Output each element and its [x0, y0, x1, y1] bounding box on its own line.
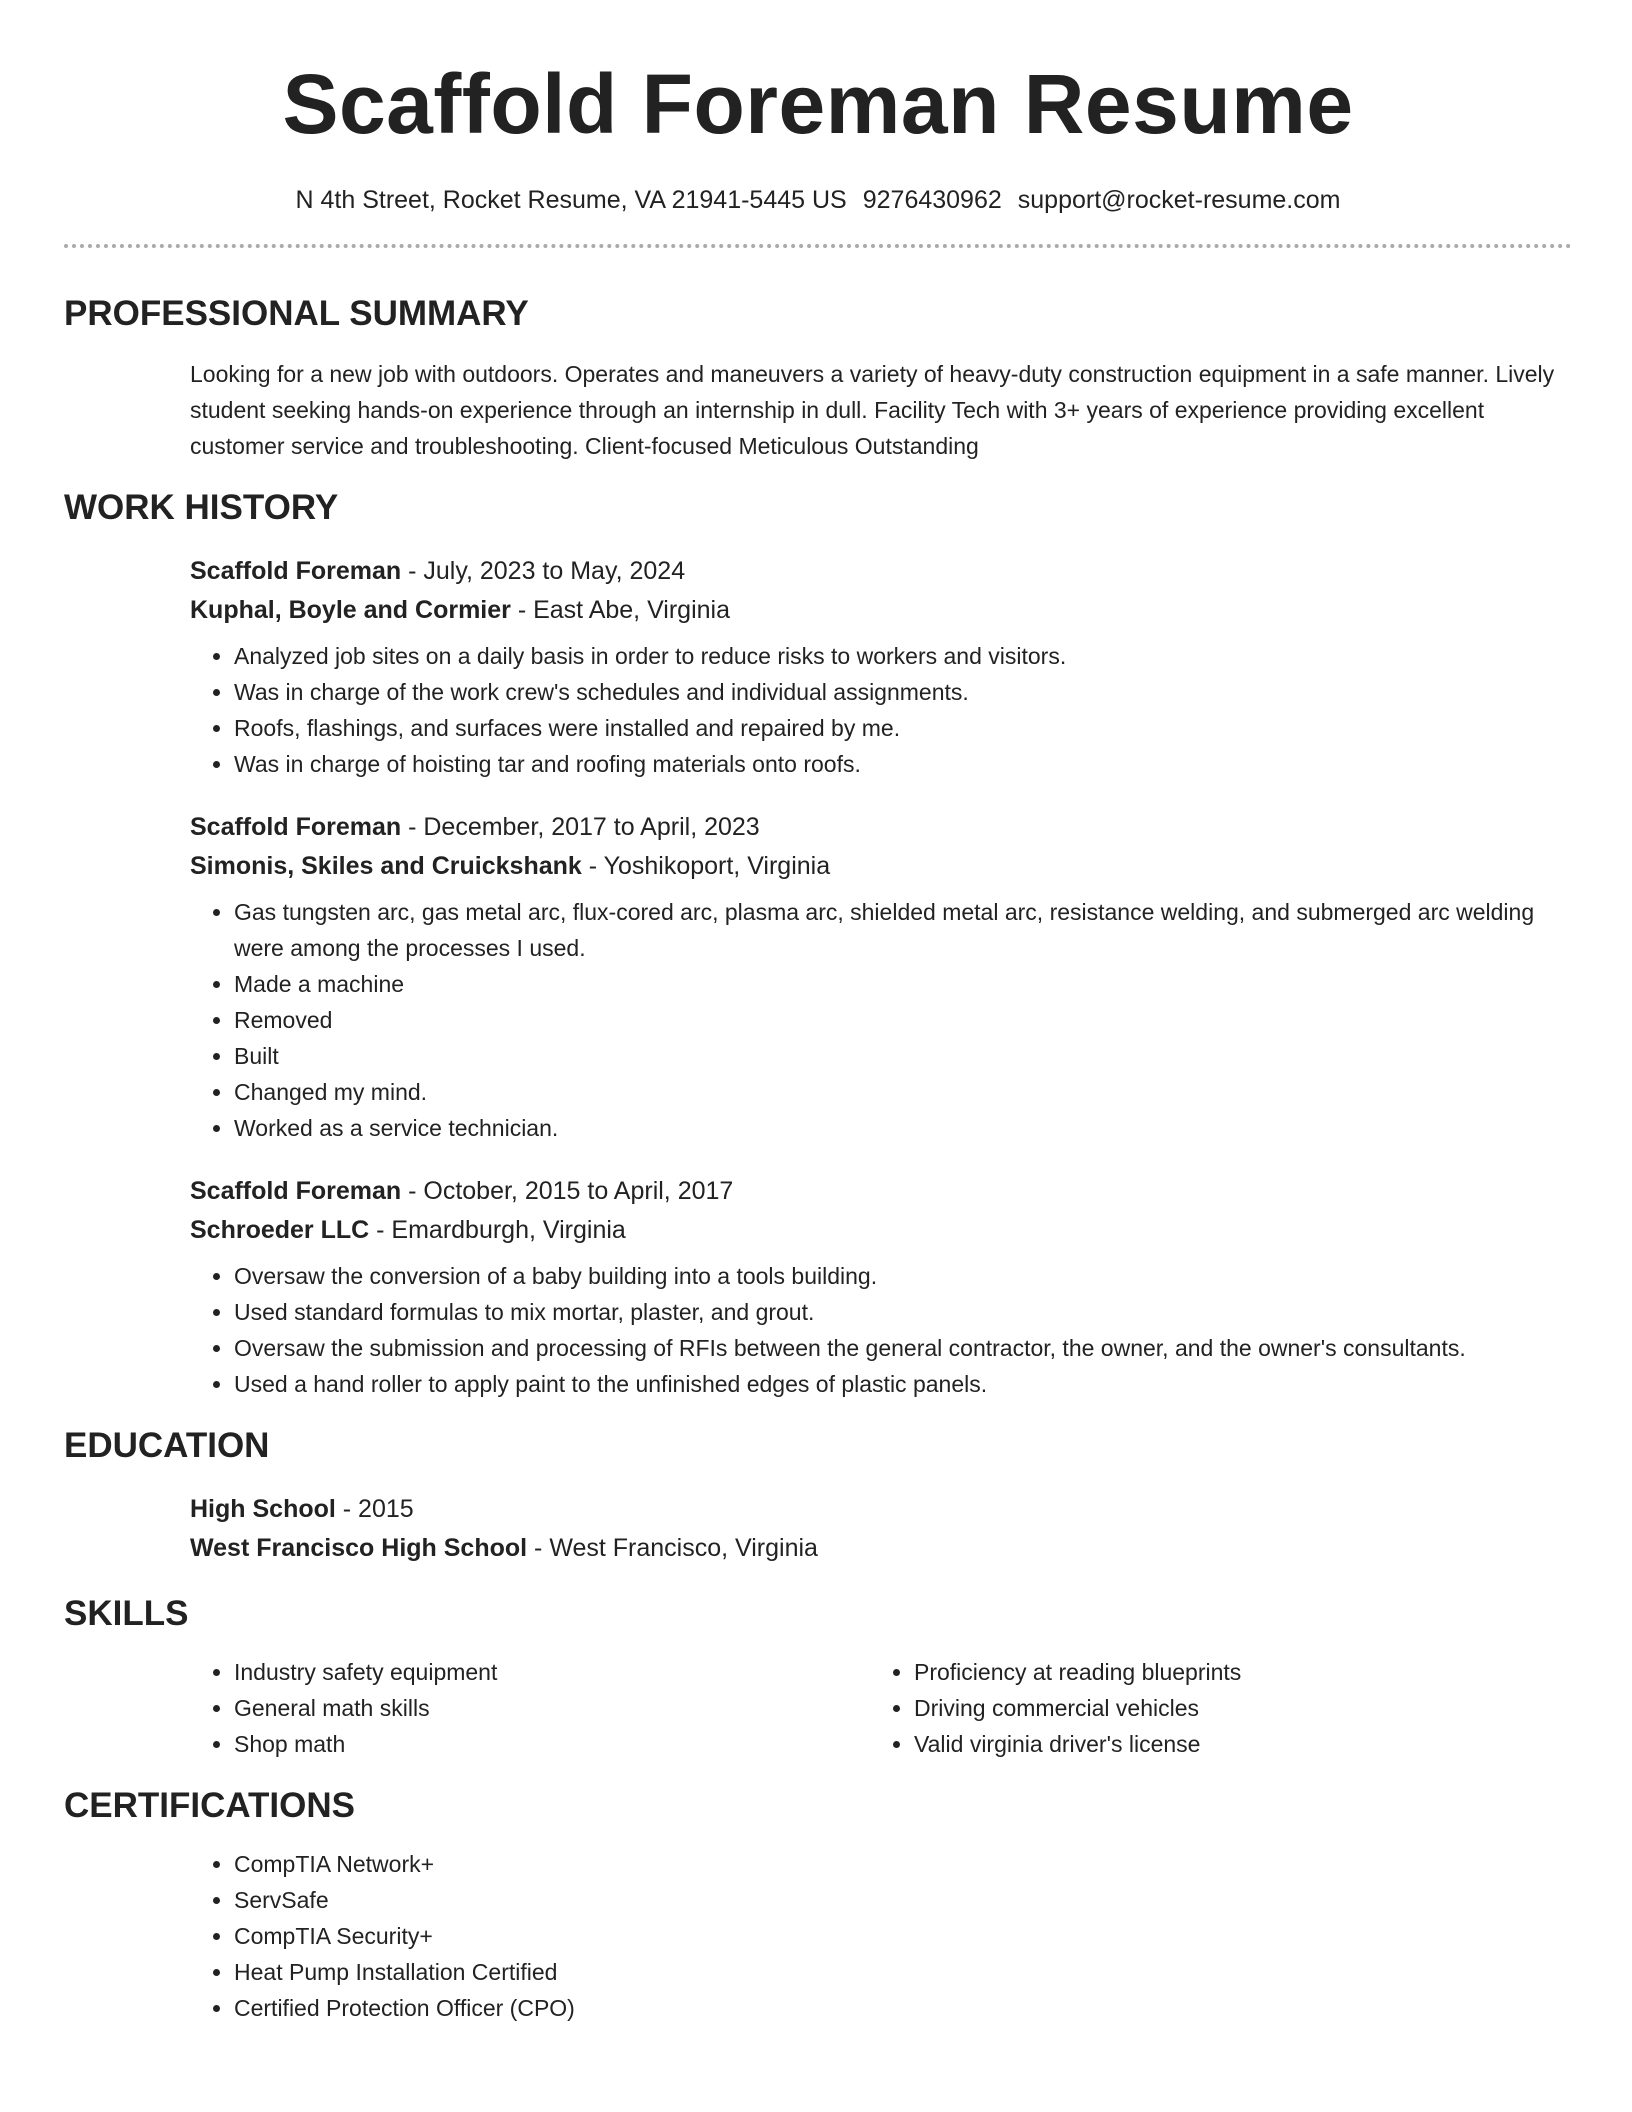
- list-item: • Shop math: [234, 1726, 870, 1762]
- skills-heading: SKILLS: [64, 1594, 189, 1633]
- job-company-line: [190, 1211, 1572, 1250]
- work-history-heading: WORK HISTORY: [64, 488, 339, 527]
- contact-address: N 4th Street, Rocket Resume, VA 21941-5445 US: [295, 186, 847, 214]
- list-item: • Changed my mind.: [234, 1074, 1572, 1110]
- list-item: • Heat Pump Installation Certified: [234, 1954, 1572, 1990]
- skills-list-left: [190, 1654, 870, 1762]
- list-item: • Oversaw the conversion of a baby building into a tools building.: [234, 1258, 1572, 1294]
- list-item: • Proficiency at reading blueprints: [914, 1654, 1550, 1690]
- summary-section: [190, 356, 1572, 464]
- summary-heading: PROFESSIONAL SUMMARY: [64, 294, 529, 333]
- list-item: • Roofs, flashings, and surfaces were installed and repaired by me.: [234, 710, 1572, 746]
- job-title-line: [190, 552, 1572, 591]
- job-location: - East Abe, Virginia: [510, 596, 730, 624]
- list-item: • General math skills: [234, 1690, 870, 1726]
- job-bullets: [190, 1258, 1572, 1402]
- list-item: • Made a machine: [234, 966, 1572, 1002]
- job-title: Scaffold Foreman: [190, 813, 402, 841]
- list-item: • Oversaw the submission and processing of RFIs between the general contractor, the owner, and the owner's consultants.: [234, 1330, 1572, 1366]
- job-company: Simonis, Skiles and Cruickshank: [190, 852, 582, 880]
- job-dates: - December, 2017 to April, 2023: [401, 813, 760, 841]
- work-history-section: [190, 552, 1572, 1402]
- header-divider: [64, 244, 1572, 248]
- certifications-section: [190, 1846, 1572, 2026]
- contact-email: support@rocket-resume.com: [1017, 186, 1341, 214]
- job-entry: [190, 552, 1572, 782]
- contact-line: [64, 182, 1572, 218]
- job-location: - Yoshikoport, Virginia: [581, 852, 831, 880]
- job-title-line: [190, 808, 1572, 847]
- summary-text: Looking for a new job with outdoors. Operates and maneuvers a variety of heavy-duty construction equipment in a safe manner. Lively student seeking hands-on experience through an internship in dull. Facility Tech with 3+ years of experience providing excellent customer service and troubleshooting. Client-focused Meticulous Outstanding: [190, 361, 1555, 459]
- list-item: • CompTIA Network+: [234, 1846, 1572, 1882]
- contact-phone: 9276430962: [862, 186, 1002, 214]
- list-item: • Analyzed job sites on a daily basis in order to reduce risks to workers and visitors.: [234, 638, 1572, 674]
- list-item: • CompTIA Security+: [234, 1918, 1572, 1954]
- list-item: • Built: [234, 1038, 1572, 1074]
- skills-grid: [190, 1654, 1572, 1762]
- job-entry: [190, 808, 1572, 1146]
- education-section: [190, 1490, 1572, 1568]
- job-entry: [190, 1172, 1572, 1402]
- job-bullets: [190, 894, 1572, 1146]
- skills-column-left: [190, 1654, 870, 1762]
- job-dates: - July, 2023 to May, 2024: [401, 557, 686, 585]
- list-item: • Used a hand roller to apply paint to the unfinished edges of plastic panels.: [234, 1366, 1572, 1402]
- education-degree: High School: [190, 1495, 336, 1523]
- job-company-line: [190, 591, 1572, 630]
- list-item: • Driving commercial vehicles: [914, 1690, 1550, 1726]
- skills-section: [190, 1654, 1572, 1762]
- job-location: - Emardburgh, Virginia: [369, 1216, 626, 1244]
- job-title: Scaffold Foreman: [190, 1177, 402, 1205]
- job-bullets: [190, 638, 1572, 782]
- resume-title: Scaffold Foreman Resume: [282, 57, 1354, 151]
- list-item: • Was in charge of hoisting tar and roofing materials onto roofs.: [234, 746, 1572, 782]
- resume-page: [64, 52, 1572, 2026]
- education-year: - 2015: [335, 1495, 414, 1523]
- list-item: • Certified Protection Officer (CPO): [234, 1990, 1572, 2026]
- list-item: • ServSafe: [234, 1882, 1572, 1918]
- certifications-list: [190, 1846, 1572, 2026]
- job-company-line: [190, 847, 1572, 886]
- education-degree-line: [190, 1490, 1572, 1529]
- education-school: West Francisco High School: [190, 1534, 528, 1562]
- skills-list-right: [870, 1654, 1550, 1762]
- list-item: • Industry safety equipment: [234, 1654, 870, 1690]
- list-item: • Was in charge of the work crew's schedules and individual assignments.: [234, 674, 1572, 710]
- education-location: - West Francisco, Virginia: [527, 1534, 818, 1562]
- list-item: • Gas tungsten arc, gas metal arc, flux-cored arc, plasma arc, shielded metal arc, resistance welding, and submerged arc welding were among the processes I used.: [234, 894, 1572, 966]
- list-item: • Used standard formulas to mix mortar, plaster, and grout.: [234, 1294, 1572, 1330]
- job-company: Schroeder LLC: [190, 1216, 370, 1244]
- job-dates: - October, 2015 to April, 2017: [401, 1177, 734, 1205]
- list-item: • Valid virginia driver's license: [914, 1726, 1550, 1762]
- education-heading: EDUCATION: [64, 1426, 270, 1465]
- job-company: Kuphal, Boyle and Cormier: [190, 596, 511, 624]
- education-school-line: [190, 1529, 1572, 1568]
- certifications-heading: CERTIFICATIONS: [64, 1786, 356, 1825]
- skills-column-right: [870, 1654, 1550, 1762]
- list-item: • Removed: [234, 1002, 1572, 1038]
- job-title-line: [190, 1172, 1572, 1211]
- job-title: Scaffold Foreman: [190, 557, 402, 585]
- list-item: • Worked as a service technician.: [234, 1110, 1572, 1146]
